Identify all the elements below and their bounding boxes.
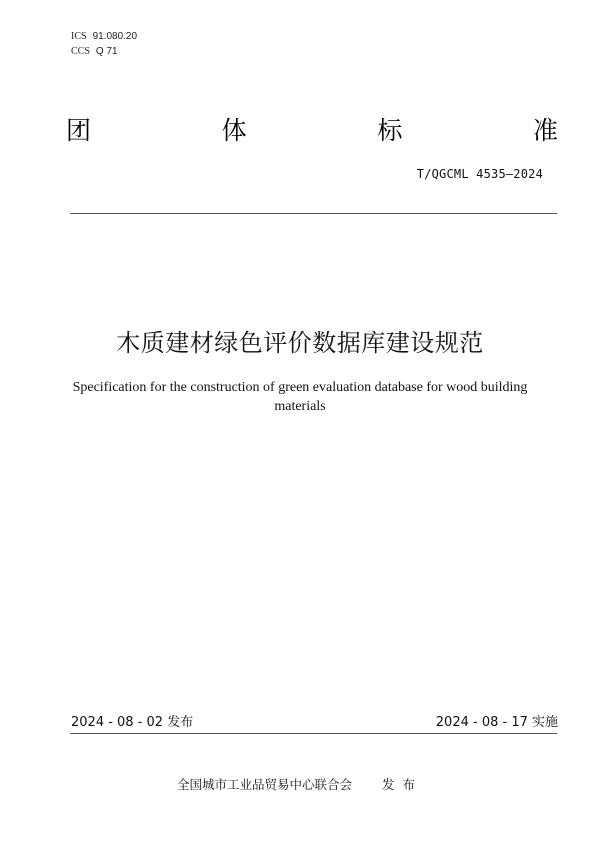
- document-type-char: 标: [377, 116, 403, 145]
- title-chinese: 木质建材绿色评价数据库建设规范: [116, 329, 484, 357]
- document-type-heading: [66, 114, 558, 148]
- ccs-label: CCS: [71, 46, 90, 57]
- ccs-value: Q 71: [95, 46, 118, 57]
- document-type-char: 准: [532, 116, 558, 145]
- title-english: Specification for the construction of green evaluation database for wood building materials: [72, 380, 528, 414]
- issue-date: 2024 - 08 - 02 发布: [71, 715, 194, 730]
- implementation-date: 2024 - 08 - 17 实施: [435, 715, 558, 730]
- document-type-char: 团: [66, 116, 92, 145]
- ics-label: ICS: [71, 31, 87, 42]
- ccs-code: [71, 46, 118, 58]
- ics-code: [71, 31, 137, 43]
- top-divider: [70, 213, 557, 214]
- standard-number: T/QGCML 4535—2024: [416, 167, 543, 181]
- publisher-verb: 发布: [382, 777, 424, 792]
- document-type-char: 体: [221, 116, 247, 145]
- bottom-divider: [70, 733, 557, 734]
- publisher-line: [0, 776, 600, 794]
- ics-value: 91.080.20: [92, 31, 138, 42]
- publisher-name: 全国城市工业品贸易中心联合会: [176, 777, 352, 792]
